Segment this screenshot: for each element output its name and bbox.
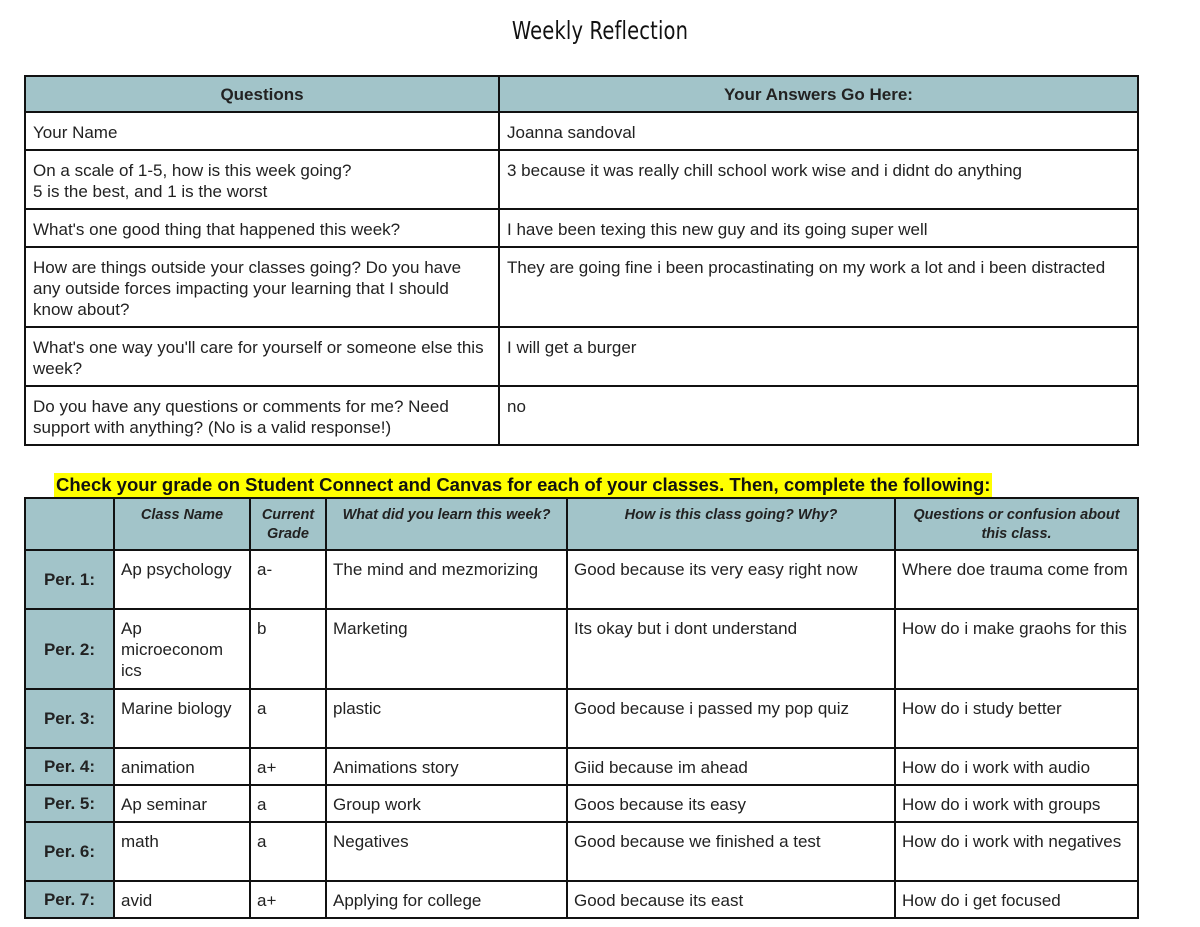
going-cell[interactable]: Its okay but i dont understand (567, 609, 895, 689)
learned-cell[interactable]: Group work (326, 785, 567, 822)
learned-cell[interactable]: Animations story (326, 748, 567, 785)
grade-header: Current Grade (250, 498, 326, 550)
table-row (25, 112, 1138, 150)
table-row (25, 550, 1138, 609)
learned-cell[interactable]: plastic (326, 689, 567, 748)
answer-cell[interactable]: I have been texing this new guy and its going super well (499, 209, 1138, 247)
going-cell[interactable]: Good because its very easy right now (567, 550, 895, 609)
questions-header: Questions (25, 76, 499, 112)
answer-cell[interactable]: I will get a burger (499, 327, 1138, 386)
questions-cell[interactable]: How do i make graohs for this (895, 609, 1138, 689)
question-cell: Your Name (25, 112, 499, 150)
answer-cell[interactable]: They are going fine i been procastinating on my work a lot and i been distracted (499, 247, 1138, 327)
grade-cell[interactable]: a (250, 822, 326, 881)
period-label: Per. 4: (25, 748, 114, 785)
class-name-cell[interactable]: Marine biology (114, 689, 250, 748)
learned-cell[interactable]: Applying for college (326, 881, 567, 918)
table-row (25, 209, 1138, 247)
answer-cell[interactable]: 3 because it was really chill school work wise and i didnt do anything (499, 150, 1138, 209)
answer-cell[interactable]: Joanna sandoval (499, 112, 1138, 150)
question-cell: What's one way you'll care for yourself or someone else this week? (25, 327, 499, 386)
going-cell[interactable]: Goos because its easy (567, 785, 895, 822)
going-header: How is this class going? Why? (567, 498, 895, 550)
question-cell: What's one good thing that happened this week? (25, 209, 499, 247)
reflection-header-row (25, 76, 1138, 112)
period-header (25, 498, 114, 550)
questions-cell[interactable]: How do i get focused (895, 881, 1138, 918)
class-name-cell[interactable]: animation (114, 748, 250, 785)
page-title: Weekly Reflection (511, 16, 689, 45)
class-name-header: Class Name (114, 498, 250, 550)
table-row (25, 785, 1138, 822)
class-name-cell[interactable]: Ap seminar (114, 785, 250, 822)
learned-header: What did you learn this week? (326, 498, 567, 550)
questions-cell[interactable]: How do i work with audio (895, 748, 1138, 785)
table-row (25, 748, 1138, 785)
grade-cell[interactable]: a+ (250, 748, 326, 785)
going-cell[interactable]: Good because i passed my pop quiz (567, 689, 895, 748)
questions-cell[interactable]: How do i study better (895, 689, 1138, 748)
grade-cell[interactable]: a (250, 689, 326, 748)
table-row (25, 386, 1138, 445)
questions-cell[interactable]: How do i work with groups (895, 785, 1138, 822)
questions-header: Questions or confusion about this class. (895, 498, 1138, 550)
table-row (25, 327, 1138, 386)
classes-header-row (25, 498, 1138, 550)
period-label: Per. 3: (25, 689, 114, 748)
class-name-cell[interactable]: Ap microeconom ics (114, 609, 250, 689)
question-cell: How are things outside your classes going? Do you have any outside forces impacting your learning that I should know about? (25, 247, 499, 327)
period-label: Per. 2: (25, 609, 114, 689)
going-cell[interactable]: Good because we finished a test (567, 822, 895, 881)
table-row (25, 881, 1138, 918)
answers-header: Your Answers Go Here: (499, 76, 1138, 112)
going-cell[interactable]: Good because its east (567, 881, 895, 918)
class-name-cell[interactable]: Ap psychology (114, 550, 250, 609)
grade-cell[interactable]: a (250, 785, 326, 822)
learned-cell[interactable]: Marketing (326, 609, 567, 689)
class-name-cell[interactable]: math (114, 822, 250, 881)
table-row (25, 247, 1138, 327)
question-cell: Do you have any questions or comments for me? Need support with anything? (No is a valid response!) (25, 386, 499, 445)
grade-cell[interactable]: b (250, 609, 326, 689)
question-cell: On a scale of 1-5, how is this week going? 5 is the best, and 1 is the worst (25, 150, 499, 209)
period-label: Per. 5: (25, 785, 114, 822)
grade-cell[interactable]: a- (250, 550, 326, 609)
classes-table (24, 497, 1139, 919)
questions-cell[interactable]: How do i work with negatives (895, 822, 1138, 881)
going-cell[interactable]: Giid because im ahead (567, 748, 895, 785)
grade-cell[interactable]: a+ (250, 881, 326, 918)
period-label: Per. 6: (25, 822, 114, 881)
table-row (25, 822, 1138, 881)
answer-cell[interactable]: no (499, 386, 1138, 445)
period-label: Per. 1: (25, 550, 114, 609)
period-label: Per. 7: (25, 881, 114, 918)
table-row (25, 689, 1138, 748)
questions-cell[interactable]: Where doe trauma come from (895, 550, 1138, 609)
learned-cell[interactable]: Negatives (326, 822, 567, 881)
table-row (25, 150, 1138, 209)
instructions-banner: Check your grade on Student Connect and Canvas for each of your classes. Then, complete the following: (56, 474, 991, 495)
reflection-table (24, 75, 1139, 446)
learned-cell[interactable]: The mind and mezmorizing (326, 550, 567, 609)
class-name-cell[interactable]: avid (114, 881, 250, 918)
table-row (25, 609, 1138, 689)
